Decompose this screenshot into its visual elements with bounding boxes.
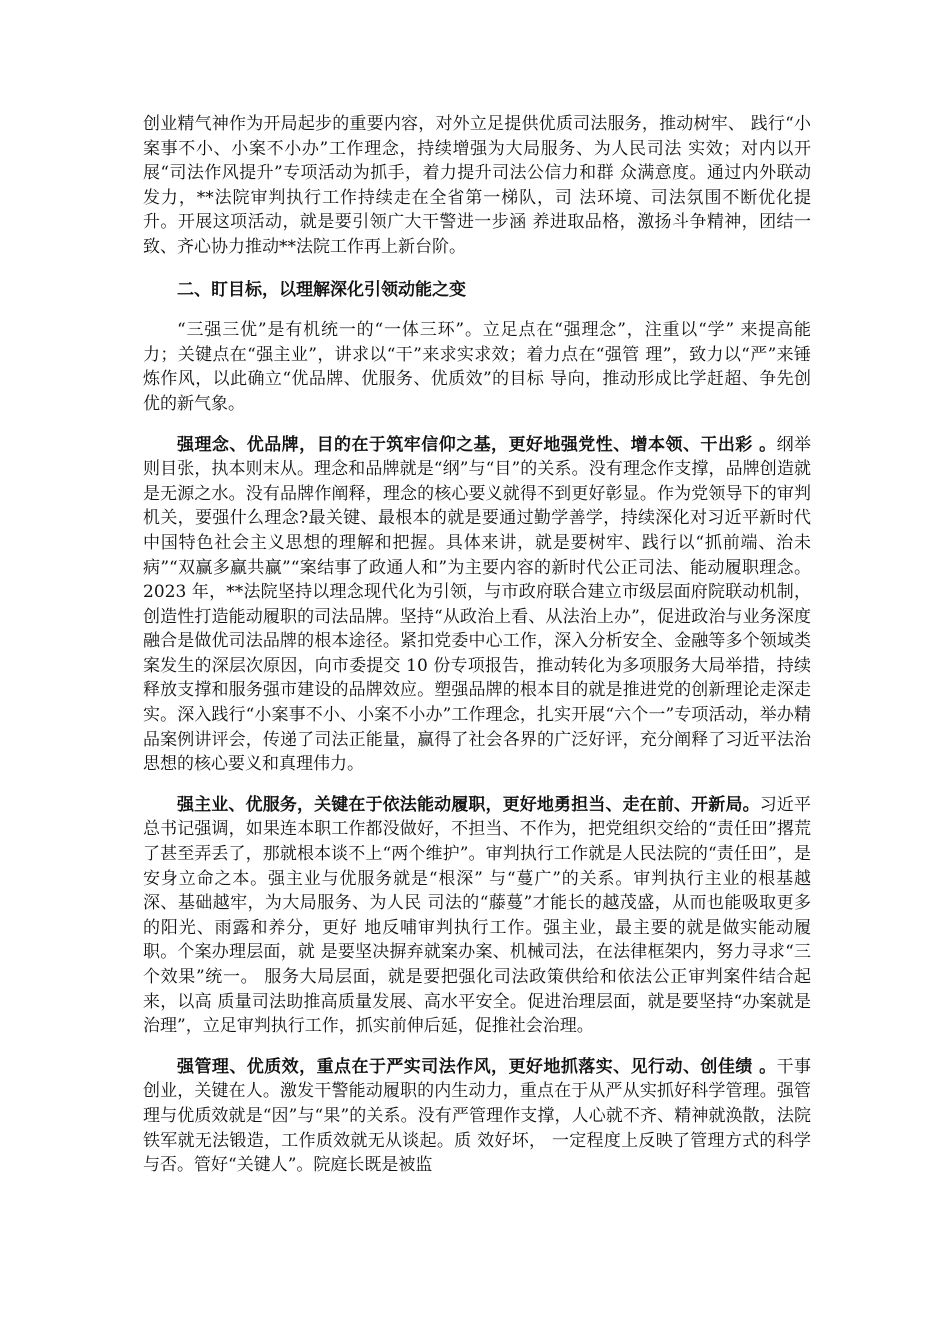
spacer: [143, 417, 811, 433]
spacer: [143, 777, 811, 793]
paragraph-strong-management: [143, 1055, 811, 1178]
paragraph-body: 习近平总书记强调，如果连本职工作都没做好，不担当、不作为，把党组织交给的“责任田”撂荒了甚至弄丢了，那就根本谈不上“两个维护”。审判执行工作就是人民法院的“责任田”，是安身立命之本。强主业与优服务就是“根深” 与“蔓广”的关系。审判执行主业的根基越深、基础越牢，为大局服务、为人民 司法的“藤蔓”才能长的越茂盛，从而也能吸取更多的阳光、雨露和养分，更好 地反哺审判执行工作。强主业，最主要的就是做实能动履职。个案办理层面，就 是要坚决摒弃就案办案、机械司法，在法律框架内，努力寻求“三个效果”统一。 服务大局层面，就是要把强化司法政策供给和依法公正审判案件结合起来，以高 质量司法助推高质量发展、高水平安全。促进治理层面，就是要坚持“办案就是 治理”，立足审判执行工作，抓实前伸后延，促推社会治理。: [143, 794, 812, 1037]
paragraph-three-strong: “三强三优”是有机统一的“一体三环”。立足点在“强理念”，注重以“学” 来提高能力；关键点在“强主业”，讲求以“干”来求实求效；着力点在“强管 理”，致力以“严”来锤炼作风，以此确立“优品牌、优服务、优质效”的目标 导向，推动形成比学赶超、争先创优的新气象。: [143, 320, 811, 414]
spacer: [143, 1039, 811, 1055]
paragraph-body: 纲举则目张，执本则末从。理念和品牌就是“纲”与“目”的关系。没有理念作支撑，品牌创造就是无源之水。没有品牌作阐释，理念的核心要义就得不到更好彰显。作为党领导下的审判机关，要强什么理念?最关键、最根本的就是要通过勤学善学，持续深化对习近平新时代中国特色社会主义思想的理解和把握。具体来讲，就是要树牢、践行以“抓前端、治未病”“双赢多赢共赢”“案结事了政通人和”为主要内容的新时代公正司法、能动履职理念。2023 年，**法院坚持以理念现代化为引领，与市政府联合建立市级层面府院联动机制，创造性打造能动履职的司法品牌。坚持“从政治上看、从法治上办”，促进政治与业务深度融合是做优司法品牌的根本途径。紧扣党委中心工作，深入分析安全、金融等多个领域类案发生的深层次原因，向市委提交 10 份专项报告，推动转化为多项服务大局举措，持续释放支撑和服务强市建设的品牌效应。塑强品牌的根本目的就是推进党的创新理论走深走实。深入践行“小案事不小、小案不小办”工作理念，扎实开展“六个一”专项活动，举办精品案例讲评会，传递了司法正能量，赢得了社会各界的广泛好评，充分阐释了习近平法治思想的核心要义和真理伟力。: [143, 434, 812, 775]
section-heading-2: 二、盯目标，以理解深化引领动能之变: [177, 279, 466, 300]
paragraph-lead: 强理念、优品牌，目的在于筑牢信仰之基，更好地强党性、增本领、干出彩 。: [177, 434, 777, 455]
paragraph-strong-business: [143, 793, 811, 1039]
paragraph-body: 干事创业，关键在人。激发干警能动履职的内生动力，重点在于从严从实抓好科学管理。强管理与优质效就是“因”与“果”的关系。没有严管理作支撑，人心就不齐、精神就涣散，法院铁军就无法锻造，工作质效就无从谈起。质 效好坏， 一定程度上反映了管理方式的科学与否。管好“关键人”。院庭长既是被监: [143, 1056, 812, 1176]
document-page: [143, 112, 811, 1178]
paragraph-intro: 创业精气神作为开局起步的重要内容，对外立足提供优质司法服务，推动树牢、 践行“小案事不小、小案不小办”工作理念，持续增强为大局服务、为人民司法 实效；对内以开展“司法作风提升”专项活动为抓手，着力提升司法公信力和群 众满意度。通过内外联动发力，**法院审判执行工作持续走在全省第一梯队，司 法环境、司法氛围不断优化提升。开展这项活动，就是要引领广大干警进一步涵 养进取品格，激扬斗争精神，团结一致、齐心协力推动**法院工作再上新台阶。: [143, 114, 811, 257]
paragraph-lead: 强管理、优质效，重点在于严实司法作风，更好地抓落实、见行动、创佳绩 。: [177, 1056, 777, 1077]
paragraph-lead: 强主业、优服务，关键在于依法能动履职，更好地勇担当、走在前、开新局。: [177, 794, 760, 815]
spacer: [143, 302, 811, 318]
paragraph-strong-concept: [143, 433, 811, 777]
